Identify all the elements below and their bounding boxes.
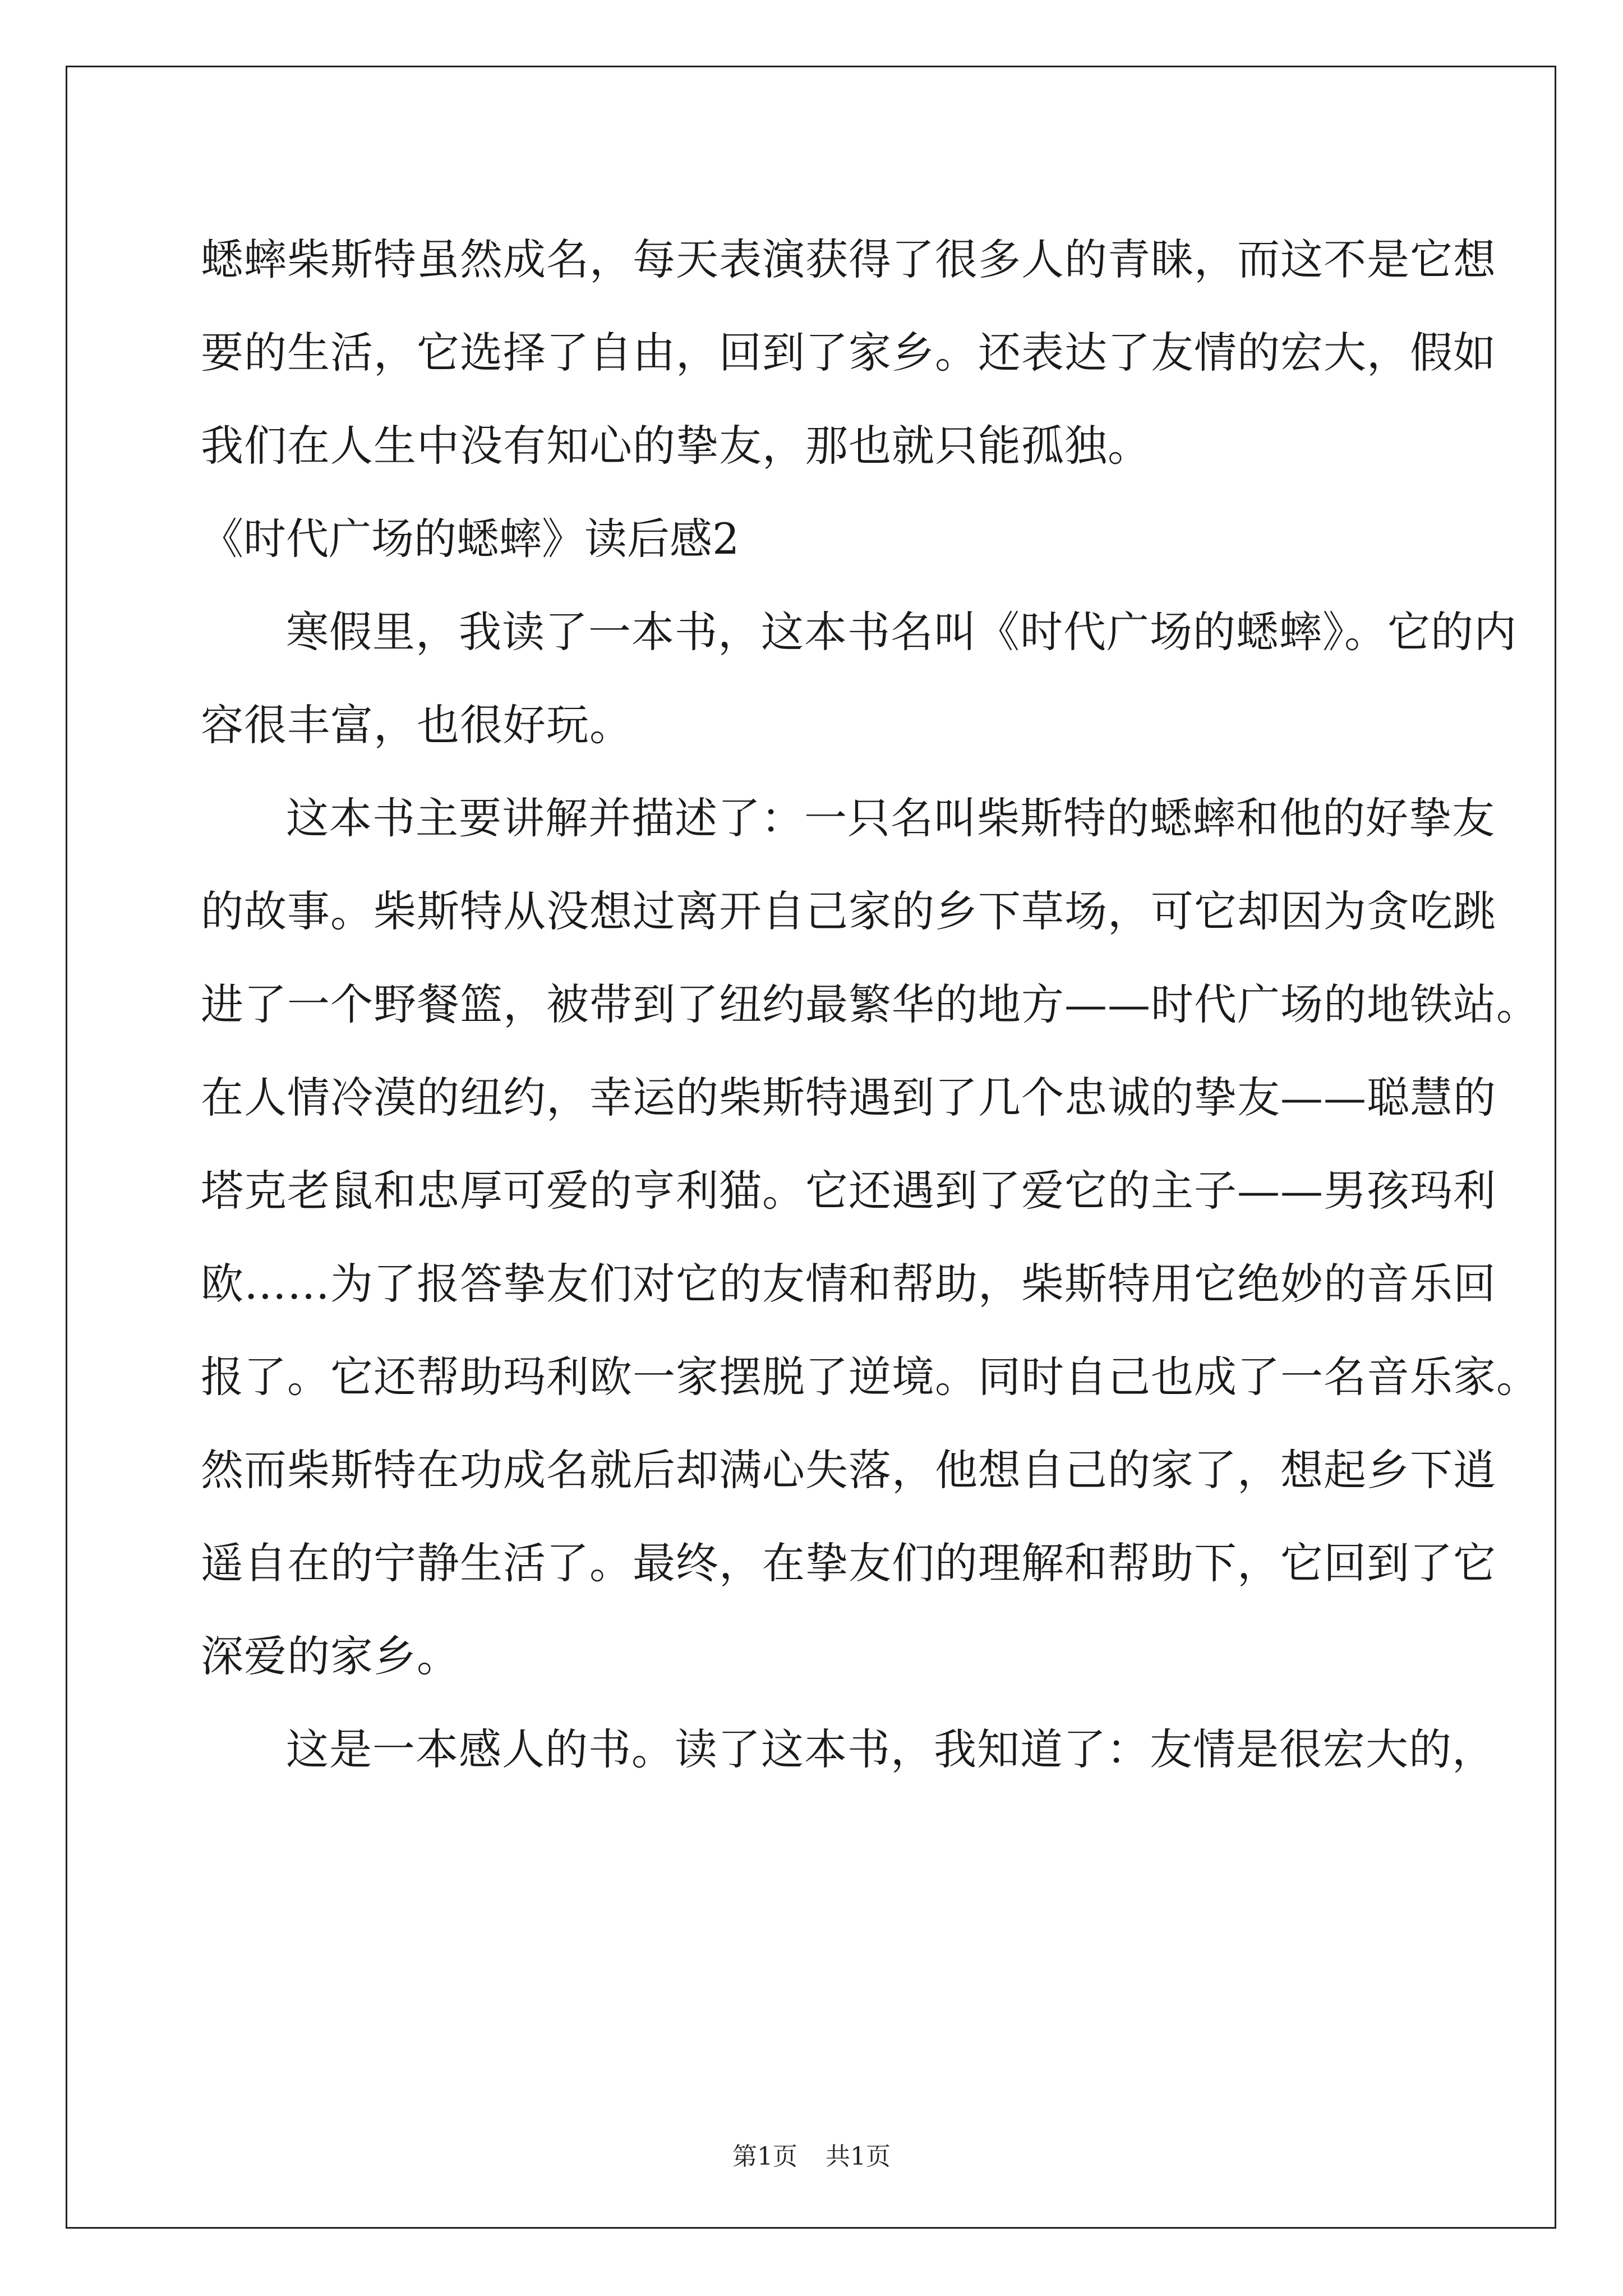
text-line: 这是一本感人的书。读了这本书，我知道了：友情是很宏大的， xyxy=(286,1724,1495,1774)
text-line: 寒假里，我读了一本书，这本书名叫《时代广场的蟋蟀》。它的内 xyxy=(286,607,1517,657)
text-line: 塔克老鼠和忠厚可爱的亨利猫。它还遇到了爱它的主子——男孩玛利 xyxy=(201,1166,1496,1216)
text-line: 欧……为了报答挚友们对它的友情和帮助，柴斯特用它绝妙的音乐回 xyxy=(201,1259,1496,1309)
page-total: 共1页 xyxy=(826,2142,891,2171)
page-number: 第1页 xyxy=(732,2142,797,2171)
document-body xyxy=(201,213,1539,1796)
text-line: 要的生活，它选择了自由，回到了家乡。还表达了友情的宏大，假如 xyxy=(201,328,1496,378)
text-line: 这本书主要讲解并描述了：一只名叫柴斯特的蟋蟀和他的好挚友 xyxy=(286,793,1495,843)
text-line: 然而柴斯特在功成名就后却满心失落，他想自己的家了，想起乡下逍 xyxy=(201,1445,1496,1495)
page-footer xyxy=(0,2136,1623,2172)
text-line: 遥自在的宁静生活了。最终，在挚友们的理解和帮助下，它回到了它 xyxy=(201,1538,1496,1588)
text-line: 的故事。柴斯特从没想过离开自己家的乡下草场，可它却因为贪吃跳 xyxy=(201,886,1496,936)
text-line: 蟋蟀柴斯特虽然成名，每天表演获得了很多人的青睐，而这不是它想 xyxy=(201,234,1496,284)
text-line: 报了。它还帮助玛利欧一家摆脱了逆境。同时自己也成了一名音乐家。 xyxy=(201,1352,1539,1402)
text-line: 在人情冷漠的纽约，幸运的柴斯特遇到了几个忠诚的挚友——聪慧的 xyxy=(201,1073,1496,1122)
text-line: 进了一个野餐篮，被带到了纽约最繁华的地方——时代广场的地铁站。 xyxy=(201,979,1539,1029)
text-line: 我们在人生中没有知心的挚友，那也就只能孤独。 xyxy=(201,421,1151,471)
text-line: 深爱的家乡。 xyxy=(201,1631,460,1681)
section-heading: 《时代广场的蟋蟀》读后感2 xyxy=(201,514,740,564)
text-line: 容很丰富，也很好玩。 xyxy=(201,700,633,750)
